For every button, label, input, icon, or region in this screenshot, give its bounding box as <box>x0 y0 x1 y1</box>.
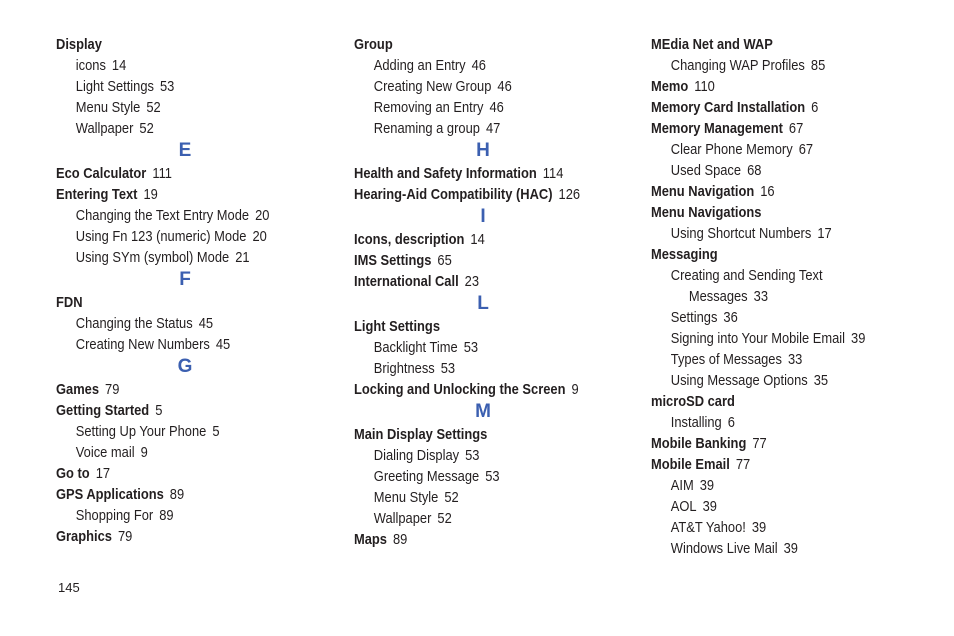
index-page-ref: 85 <box>810 57 826 74</box>
index-term: Adding an Entry <box>373 57 466 74</box>
index-page-ref: 33 <box>753 288 769 305</box>
index-page-ref: 46 <box>497 78 512 95</box>
index-page-ref: 17 <box>817 225 832 242</box>
index-term: Memo <box>651 78 689 95</box>
index-page-ref: 67 <box>788 120 804 137</box>
index-page-ref: 9 <box>571 381 579 398</box>
index-subentry <box>651 307 900 328</box>
index-letter-heading: I <box>480 206 486 227</box>
index-term: Changing the Text Entry Mode <box>75 207 250 224</box>
index-page-ref: 52 <box>437 510 452 527</box>
index-term: Menu Navigations <box>651 204 762 221</box>
index-term: Locking and Unlocking the Screen <box>354 381 566 398</box>
index-subentry <box>56 76 297 97</box>
index-term: icons <box>75 57 106 74</box>
index-page-ref: 46 <box>489 99 504 116</box>
index-page-ref: 39 <box>851 330 866 347</box>
index-column-3 <box>651 34 941 559</box>
index-term: Removing an Entry <box>373 99 484 116</box>
index-page-ref: 89 <box>392 531 408 548</box>
index-page-ref: 19 <box>143 186 158 203</box>
index-term: AOL <box>670 498 697 515</box>
index-term: Display <box>56 36 102 53</box>
index-subentry <box>354 337 595 358</box>
index-letter-heading: M <box>475 401 491 422</box>
page-number: 145 <box>58 580 80 595</box>
index-letter-heading: G <box>177 356 193 377</box>
index-page-ref: 126 <box>558 186 581 203</box>
index-term: Mobile Email <box>651 456 730 473</box>
index-page-ref: 110 <box>694 78 715 95</box>
index-term: Windows Live Mail <box>670 540 778 557</box>
index-page-ref: 23 <box>464 273 480 290</box>
index-page-ref: 114 <box>542 165 564 182</box>
index-term: Changing the Status <box>75 315 193 332</box>
index-term: Creating and Sending Text <box>670 267 823 284</box>
index-term: Light Settings <box>354 318 440 335</box>
index-subentry <box>56 334 297 355</box>
index-term: Menu Style <box>373 489 439 506</box>
index-entry <box>56 484 297 505</box>
index-subentry <box>354 466 595 487</box>
index-term: Health and Safety Information <box>354 165 537 182</box>
index-term: Memory Card Installation <box>651 99 806 116</box>
index-term: Greeting Message <box>373 468 480 485</box>
index-page-ref: 16 <box>760 183 775 200</box>
index-subentry <box>651 370 900 391</box>
index-term: Signing into Your Mobile Email <box>670 330 846 347</box>
index-subentry <box>651 538 900 559</box>
index-term: Clear Phone Memory <box>670 141 793 158</box>
index-term: FDN <box>56 294 83 311</box>
index-page-ref: 79 <box>105 381 120 398</box>
index-term: Mobile Banking <box>651 435 747 452</box>
index-term: International Call <box>354 273 459 290</box>
index-subentry <box>651 55 900 76</box>
index-entry <box>56 34 297 55</box>
index-entry <box>651 433 900 454</box>
index-subentry <box>651 328 900 349</box>
index-entry <box>56 292 297 313</box>
index-entry <box>354 379 595 400</box>
index-entry <box>354 529 595 550</box>
index-page-ref: 14 <box>470 231 485 248</box>
index-entry <box>354 316 595 337</box>
index-subentry <box>651 349 900 370</box>
index-term: Go to <box>56 465 90 482</box>
index-subentry <box>56 247 297 268</box>
index-entry <box>651 181 900 202</box>
index-subentry <box>354 508 595 529</box>
index-letter-heading: E <box>178 140 192 161</box>
index-subentry <box>354 358 595 379</box>
index-entry <box>651 202 900 223</box>
index-entry <box>354 229 595 250</box>
index-entry <box>354 163 595 184</box>
index-term: Backlight Time <box>373 339 458 356</box>
index-term: Wallpaper <box>75 120 134 137</box>
index-page-ref: 33 <box>787 351 803 368</box>
index-subentry <box>651 160 900 181</box>
index-entry <box>651 118 900 139</box>
index-term: Creating New Group <box>373 78 492 95</box>
index-page-ref: 9 <box>140 444 148 461</box>
index-entry <box>651 34 900 55</box>
index-term: AT&T Yahoo! <box>670 519 746 536</box>
index-term: Menu Style <box>75 99 141 116</box>
index-term: Types of Messages <box>670 351 782 368</box>
index-term: Settings <box>670 309 718 326</box>
index-entry <box>354 271 595 292</box>
index-page-ref: 45 <box>198 315 214 332</box>
index-letter-heading: F <box>179 269 191 290</box>
index-term: Brightness <box>373 360 435 377</box>
index-subentry <box>651 223 900 244</box>
index-subentry <box>56 421 297 442</box>
index-term: Hearing-Aid Compatibility (HAC) <box>354 186 553 203</box>
index-subentry <box>651 286 900 307</box>
index-page-ref: 52 <box>146 99 161 116</box>
index-entry <box>56 400 297 421</box>
index-page-ref: 53 <box>485 468 500 485</box>
index-entry <box>354 184 595 205</box>
index-page-ref: 53 <box>463 339 479 356</box>
index-term: Installing <box>670 414 722 431</box>
index-column-1 <box>56 34 336 547</box>
index-page-ref: 52 <box>444 489 459 506</box>
index-term: Main Display Settings <box>354 426 488 443</box>
index-term: microSD card <box>651 393 735 410</box>
index-subentry <box>56 118 297 139</box>
index-term: Eco Calculator <box>56 165 147 182</box>
index-subentry <box>354 55 595 76</box>
index-term: Getting Started <box>56 402 150 419</box>
index-page-ref: 20 <box>255 207 270 224</box>
index-term: Renaming a group <box>373 120 480 137</box>
index-page-ref: 47 <box>485 120 501 137</box>
index-subentry <box>56 55 297 76</box>
index-subentry <box>354 445 595 466</box>
index-term: Using Shortcut Numbers <box>670 225 812 242</box>
index-term: Dialing Display <box>373 447 460 464</box>
index-subentry <box>354 118 595 139</box>
index-subentry <box>651 475 900 496</box>
index-page-ref: 5 <box>155 402 163 419</box>
index-page-ref: 53 <box>465 447 480 464</box>
index-letter-heading: L <box>477 293 489 314</box>
index-subentry <box>354 97 595 118</box>
index-entry <box>651 244 900 265</box>
index-subentry <box>354 487 595 508</box>
index-page-ref: 46 <box>471 57 486 74</box>
index-page-ref: 89 <box>169 486 185 503</box>
index-term: GPS Applications <box>56 486 164 503</box>
index-term: Maps <box>354 531 387 548</box>
index-subentry <box>651 139 900 160</box>
index-entry <box>56 463 297 484</box>
index-column-2 <box>354 34 634 550</box>
index-term: AIM <box>670 477 694 494</box>
index-page-ref: 14 <box>111 57 127 74</box>
index-term: Changing WAP Profiles <box>670 57 805 74</box>
index-term: Setting Up Your Phone <box>75 423 207 440</box>
index-page-ref: 20 <box>252 228 267 245</box>
index-page-ref: 17 <box>95 465 111 482</box>
index-term: Using Message Options <box>670 372 808 389</box>
index-letter-heading: H <box>476 140 490 161</box>
index-term: Messaging <box>651 246 718 263</box>
index-page-ref: 53 <box>440 360 456 377</box>
index-page-ref: 111 <box>152 165 172 182</box>
index-page-ref: 68 <box>747 162 762 179</box>
index-term: Shopping For <box>75 507 154 524</box>
index-page-ref: 52 <box>139 120 154 137</box>
index-entry <box>354 250 595 271</box>
index-entry <box>56 379 297 400</box>
index-term: Using SYm (symbol) Mode <box>75 249 230 266</box>
index-page-ref: 6 <box>727 414 735 431</box>
index-entry <box>651 454 900 475</box>
index-subentry <box>354 76 595 97</box>
index-page-ref: 5 <box>212 423 220 440</box>
index-page-ref: 45 <box>215 336 231 353</box>
index-term: Creating New Numbers <box>75 336 210 353</box>
index-page-ref: 53 <box>159 78 175 95</box>
index-page-ref: 79 <box>117 528 133 545</box>
index-page-ref: 36 <box>723 309 738 326</box>
index-entry <box>354 34 595 55</box>
index-entry <box>651 76 900 97</box>
index-term: IMS Settings <box>354 252 432 269</box>
index-subentry <box>56 442 297 463</box>
index-page-ref: 39 <box>699 477 715 494</box>
index-entry <box>651 391 900 412</box>
index-subentry <box>651 496 900 517</box>
index-subentry <box>651 265 900 286</box>
index-page-ref: 21 <box>235 249 250 266</box>
index-term: Icons, description <box>354 231 465 248</box>
index-term: Entering Text <box>56 186 138 203</box>
index-subentry <box>56 313 297 334</box>
index-term: MEdia Net and WAP <box>651 36 773 53</box>
index-page-ref: 39 <box>702 498 717 515</box>
index-subentry <box>56 505 297 526</box>
index-entry <box>56 184 297 205</box>
index-entry <box>56 526 297 547</box>
index-page-ref: 89 <box>159 507 174 524</box>
index-page-ref: 77 <box>735 456 751 473</box>
index-subentry <box>56 205 297 226</box>
index-subentry <box>56 226 297 247</box>
index-page-ref: 67 <box>798 141 814 158</box>
index-term: Games <box>56 381 100 398</box>
index-term: Light Settings <box>75 78 154 95</box>
index-page-ref: 35 <box>813 372 829 389</box>
index-term: Voice mail <box>75 444 135 461</box>
index-entry <box>354 424 595 445</box>
index-page-ref: 39 <box>751 519 767 536</box>
index-subentry <box>651 517 900 538</box>
index-page-ref: 39 <box>783 540 798 557</box>
index-subentry <box>56 97 297 118</box>
index-term: Graphics <box>56 528 112 545</box>
index-page-ref: 65 <box>437 252 452 269</box>
index-entry <box>56 163 297 184</box>
index-page-ref: 6 <box>811 99 819 116</box>
index-term: Menu Navigation <box>651 183 755 200</box>
index-term: Group <box>354 36 393 53</box>
index-term: Memory Management <box>651 120 783 137</box>
index-term: Wallpaper <box>373 510 432 527</box>
index-entry <box>651 97 900 118</box>
index-term: Used Space <box>670 162 742 179</box>
index-term: Messages <box>688 288 748 305</box>
index-subentry <box>651 412 900 433</box>
index-term: Using Fn 123 (numeric) Mode <box>75 228 247 245</box>
index-page-ref: 77 <box>752 435 767 452</box>
